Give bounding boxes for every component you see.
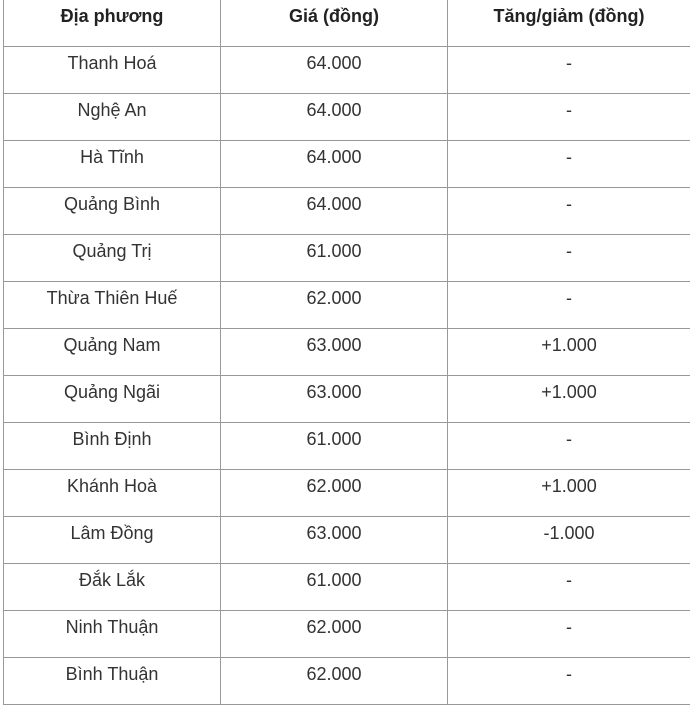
- cell-region: Nghệ An: [4, 93, 221, 140]
- cell-price: 62.000: [221, 281, 448, 328]
- table-row: [4, 140, 690, 187]
- cell-price: 63.000: [221, 375, 448, 422]
- cell-region: Bình Thuận: [4, 657, 221, 704]
- cell-change: -: [448, 422, 690, 469]
- cell-change: -: [448, 140, 690, 187]
- cell-price: 62.000: [221, 610, 448, 657]
- price-table-container: [3, 0, 690, 705]
- cell-price: 64.000: [221, 46, 448, 93]
- table-row: [4, 657, 690, 704]
- table-row: [4, 234, 690, 281]
- cell-price: 62.000: [221, 469, 448, 516]
- table-row: [4, 187, 690, 234]
- table-row: [4, 610, 690, 657]
- cell-change: +1.000: [448, 328, 690, 375]
- cell-region: Bình Định: [4, 422, 221, 469]
- cell-change: -: [448, 281, 690, 328]
- cell-change: +1.000: [448, 375, 690, 422]
- table-row: [4, 563, 690, 610]
- table-row: [4, 516, 690, 563]
- cell-price: 62.000: [221, 657, 448, 704]
- cell-region: Khánh Hoà: [4, 469, 221, 516]
- cell-region: Hà Tĩnh: [4, 140, 221, 187]
- cell-price: 63.000: [221, 328, 448, 375]
- cell-region: Đắk Lắk: [4, 563, 221, 610]
- cell-price: 61.000: [221, 563, 448, 610]
- cell-region: Quảng Bình: [4, 187, 221, 234]
- table-header-row: [4, 0, 690, 46]
- table-row: [4, 46, 690, 93]
- cell-price: 61.000: [221, 422, 448, 469]
- table-row: [4, 422, 690, 469]
- table-row: [4, 469, 690, 516]
- cell-region: Quảng Ngãi: [4, 375, 221, 422]
- cell-change: -: [448, 610, 690, 657]
- price-table: [3, 0, 690, 705]
- table-row: [4, 281, 690, 328]
- cell-change: -: [448, 234, 690, 281]
- cell-region: Quảng Trị: [4, 234, 221, 281]
- cell-change: -: [448, 93, 690, 140]
- cell-change: -: [448, 563, 690, 610]
- cell-change: +1.000: [448, 469, 690, 516]
- cell-region: Quảng Nam: [4, 328, 221, 375]
- cell-region: Lâm Đồng: [4, 516, 221, 563]
- cell-change: -: [448, 657, 690, 704]
- header-change: Tăng/giảm (đồng): [448, 0, 690, 46]
- cell-price: 61.000: [221, 234, 448, 281]
- cell-price: 64.000: [221, 187, 448, 234]
- cell-region: Thanh Hoá: [4, 46, 221, 93]
- table-row: [4, 375, 690, 422]
- table-row: [4, 93, 690, 140]
- cell-change: -: [448, 187, 690, 234]
- cell-price: 64.000: [221, 93, 448, 140]
- cell-price: 64.000: [221, 140, 448, 187]
- cell-change: -: [448, 46, 690, 93]
- cell-region: Ninh Thuận: [4, 610, 221, 657]
- header-price: Giá (đồng): [221, 0, 448, 46]
- header-region: Địa phương: [4, 0, 221, 46]
- cell-region: Thừa Thiên Huế: [4, 281, 221, 328]
- cell-change: -1.000: [448, 516, 690, 563]
- cell-price: 63.000: [221, 516, 448, 563]
- table-row: [4, 328, 690, 375]
